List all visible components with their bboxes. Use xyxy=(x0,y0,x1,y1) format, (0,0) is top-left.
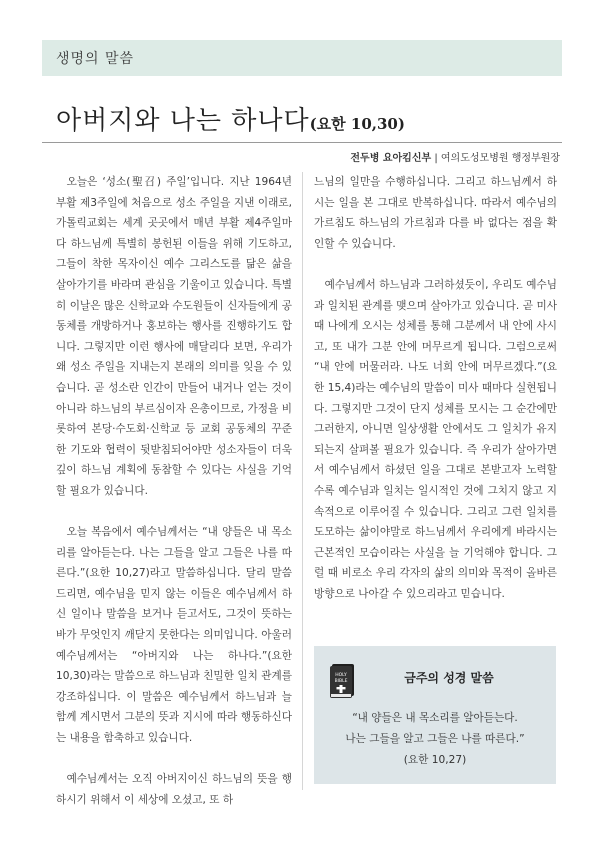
svg-text:HOLY: HOLY xyxy=(335,673,347,678)
paragraph: 예수님께서는 오직 아버지이신 하느님의 뜻을 행하시기 위해서 이 세상에 오셨고, 또 하 xyxy=(56,773,292,806)
verse-text xyxy=(318,708,552,771)
title-divider xyxy=(42,142,562,143)
author-affiliation: 여의도성모병원 행정부원장 xyxy=(440,153,560,164)
paragraph: 예수님께서 하느님과 그러하셨듯이, 우리도 예수님과 일치된 관계를 맺으며 살아가고 있습니다. 곧 미사 때 나에게 오시는 성체를 통해 그분께서 내 안에 사시고, 또 내가 그분 안에 머무르게 됩니다. 그럼으로써 “내 안에 머물러라. 나도 너희 안에 머무르겠다.”(요한 15,4)라는 예수님의 말씀이 미사 때마다 실현됩니다. 그렇지만 그것이 단지 성체를 모시는 그 순간에만 그러한지, 아니면 일상생활 안에서도 그 일치가 유지되는지 살펴볼 필요가 있습니다. 즉 우리가 살아가면서 예수님께서 하셨던 일을 그대로 본받고자 노력할수록 예수님과 일치는 일시적인 것에 그치지 않고 지속적으로 이루어질 수 있습니다. 그리고 그런 일치를 도모하는 삶이야말로 하느님께서 우리에게 바라시는 근본적인 모습이라는 사실을 늘 기억해야 합니다. 그럴 때 비로소 우리 각자의 삶의 의미와 목적이 올바른 방향으로 나아갈 수 있으리라고 믿습니다. xyxy=(314,278,557,600)
author-name: 전두병 요아킴신부 xyxy=(350,153,432,164)
bible-icon xyxy=(328,663,356,699)
section-label: 생명의 말씀 xyxy=(56,51,135,67)
paragraph: 오늘은 ‘성소(聖召) 주일’입니다. 지난 1964년 부활 제3주일에 처음으로 성소 주일을 지낸 이래로, 가톨릭교회는 세계 곳곳에서 매년 부활 제4주일마다 하느님께 특별히 봉헌된 이들을 위해 기도하고, 그들이 착한 목자이신 예수 그리스도를 닮은 삶을 살아가기를 바라며 관심을 기울이고 있습니다. 특별히 이날은 많은 신학교와 수도원들이 신자들에게 공동체를 개방하거나 홍보하는 행사를 진행하기도 합니다. 그렇지만 이런 행사에 매달리다 보면, 우리가 왜 성소 주일을 지내는지 본래의 의미를 잊을 수 있습니다. 곧 성소란 인간이 만들어 내거나 얻는 것이 아니라 하느님의 부르심이자 은총이므로, 가정을 비롯하여 본당·수도회·신학교 등 교회 공동체의 꾸준한 기도와 협력이 뒷받침되어야만 성소자들이 더욱 깊이 하느님 계획에 동참할 수 있다는 사실을 기억할 필요가 있습니다. xyxy=(56,176,292,497)
title-main: 아버지와 나는 하나다 xyxy=(56,106,310,136)
paragraph: 오늘 복음에서 예수님께서는 “내 양들은 내 목소리를 알아듣는다. 나는 그들을 알고 그들은 나를 따른다.”(요한 10,27)라고 말씀하십니다. 달리 말씀드리면, 예수님을 믿지 않는 이들은 예수님께서 하신 일이나 말씀을 보거나 듣고서도, 그것이 뜻하는 바가 무엇인지 깨닫지 못한다는 의미입니다. 아울러 예수님께서는 “아버지와 나는 하나다.”(요한 10,30)라는 말씀으로 하느님과 친밀한 일치 관계를 강조하십니다. 이 말씀은 예수님께서 하느님과 늘 함께 계시면서 그분의 뜻과 지시에 따라 행동하신다는 내용을 함축하고 있습니다. xyxy=(56,526,292,745)
page-title xyxy=(56,100,405,137)
verse-title: 금주의 성경 말씀 xyxy=(404,671,494,685)
right-column xyxy=(314,172,557,604)
column-divider xyxy=(302,172,303,790)
svg-text:BIBLE: BIBLE xyxy=(334,679,348,684)
paragraph-continued: 느님의 일만을 수행하십니다. 그리고 하느님께서 하시는 일을 본 그대로 반복하십니다. 따라서 예수님의 가르침도 하느님의 가르침과 다를 바 없다는 점을 확인할 수 있습니다. xyxy=(314,176,557,250)
left-column xyxy=(56,172,292,810)
author-separator: | xyxy=(434,153,438,164)
title-reference: (요한 10,30) xyxy=(309,115,405,133)
author-line xyxy=(350,149,560,164)
verse-line: “내 양들은 내 목소리를 알아듣는다. xyxy=(352,712,518,724)
verse-reference: (요한 10,27) xyxy=(403,754,467,766)
verse-line: 나는 그들을 알고 그들은 나를 따른다.” xyxy=(345,733,525,745)
